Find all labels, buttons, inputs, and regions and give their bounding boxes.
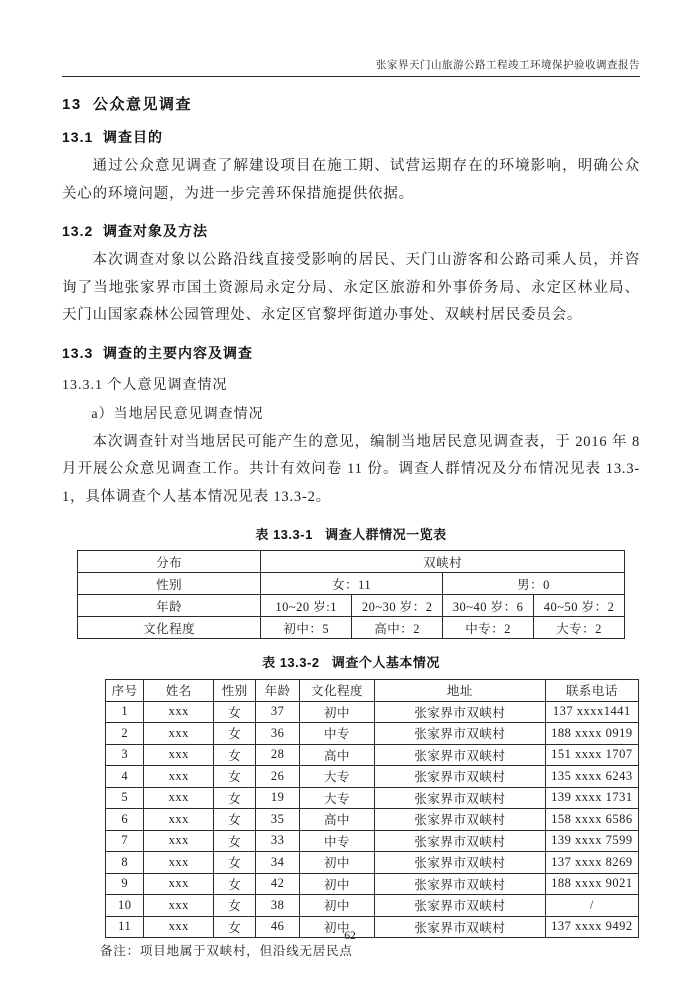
table-cell: 7 [106, 830, 144, 852]
table-cell: 38 [256, 895, 300, 917]
column-header-cell: 联系电话 [545, 680, 638, 702]
table-cell: 初中 [299, 852, 374, 874]
table-cell: xxx [144, 787, 214, 809]
table-cell: 中专 [299, 723, 374, 745]
table-cell: 8 [106, 852, 144, 874]
table-cell: xxx [144, 916, 214, 938]
table-cell: 张家界市双峡村 [375, 852, 546, 874]
table-row [106, 873, 639, 895]
table-cell: 女 [214, 787, 256, 809]
paragraph-survey-targets: 本次调查对象以公路沿线直接受影响的居民、天门山游客和公路司乘人员，并咨询了当地张家界市国土资源局永定分局、永定区旅游和外事侨务局、永定区林业局、天门山国家森林公园管理处、永定区官黎坪街道办事处、双峡村居民委员会。 [62, 252, 640, 323]
table-cell: 46 [256, 916, 300, 938]
table-cell: 151 xxxx 1707 [545, 744, 638, 766]
table-cell: xxx [144, 701, 214, 723]
table-cell: 137 xxxx 9492 [545, 916, 638, 938]
table-cell: 初中 [299, 873, 374, 895]
table-cell: 4 [106, 766, 144, 788]
section-heading-13-1: 13.1 调查目的 [62, 129, 164, 145]
table-cell: 33 [256, 830, 300, 852]
table-row [106, 744, 639, 766]
table-row [78, 573, 625, 595]
table-cell: 135 xxxx 6243 [545, 766, 638, 788]
paragraph-survey-purpose: 通过公众意见调查了解建设项目在施工期、试营运期存在的环境影响，明确公众关心的环境问题，为进一步完善环保措施提供依据。 [62, 158, 640, 202]
table-cell: 女 [214, 873, 256, 895]
page-number: 62 [344, 930, 356, 942]
table-cell: 高中 [299, 809, 374, 831]
table-cell: 女 [214, 744, 256, 766]
table-row [106, 852, 639, 874]
table-cell: 188 xxxx 0919 [545, 723, 638, 745]
table-cell: 高中 [299, 744, 374, 766]
section-heading-13-3-1: 13.3.1 个人意见调查情况 [62, 377, 228, 393]
section-heading-13-3: 13.3 调查的主要内容及调查 [62, 344, 254, 361]
table-cell: 女 [214, 830, 256, 852]
table-cell: xxx [144, 723, 214, 745]
table-cell: 188 xxxx 9021 [545, 873, 638, 895]
table-cell: 26 [256, 766, 300, 788]
table-cell: 37 [256, 701, 300, 723]
table-cell: 女：11 [261, 573, 443, 595]
table-cell: 139 xxxx 7599 [545, 830, 638, 852]
table-cell: 张家界市双峡村 [375, 744, 546, 766]
table-cell: 30~40 岁：6 [443, 595, 534, 617]
table-cell: 137 xxxx 8269 [545, 852, 638, 874]
table-cell: 158 xxxx 6586 [545, 809, 638, 831]
table2-note: 备注：项目地属于双峡村，但沿线无居民点 [100, 944, 353, 958]
table-cell: 初中 [299, 701, 374, 723]
table-row [106, 809, 639, 831]
table-cell: / [545, 895, 638, 917]
table-cell: 大专 [299, 766, 374, 788]
table-cell: 女 [214, 916, 256, 938]
table-cell: 6 [106, 809, 144, 831]
table-cell: xxx [144, 809, 214, 831]
survey-population-table [77, 550, 625, 639]
column-header-cell: 姓名 [144, 680, 214, 702]
row-label-cell: 文化程度 [78, 617, 261, 639]
table-row [106, 830, 639, 852]
table-cell: 初中 [299, 895, 374, 917]
table-cell: 张家界市双峡村 [375, 701, 546, 723]
column-header-cell: 地址 [375, 680, 546, 702]
paragraph-survey-details: 本次调查针对当地居民可能产生的意见，编制当地居民意见调查表，于 2016 年 8 月开展公众意见调查工作。共计有效问卷 11 份。调查人群情况及分布情况见表 13.3-1，具体调查个人基本情况见表 13.3-2。 [62, 433, 640, 505]
table-cell: xxx [144, 895, 214, 917]
respondents-table-head [106, 680, 639, 702]
table-row [106, 766, 639, 788]
table-cell: 3 [106, 744, 144, 766]
respondents-table-body [106, 701, 639, 938]
table-cell: 35 [256, 809, 300, 831]
table-cell: 40~50 岁：2 [534, 595, 625, 617]
section-heading-13: 13 公众意见调查 [62, 96, 193, 113]
page-header-title: 张家界天门山旅游公路工程竣工环境保护验收调查报告 [376, 60, 640, 71]
table-cell: 9 [106, 873, 144, 895]
table-cell: 28 [256, 744, 300, 766]
table-cell: 34 [256, 852, 300, 874]
row-label-cell: 年龄 [78, 595, 261, 617]
table-cell: 张家界市双峡村 [375, 809, 546, 831]
column-header-cell: 文化程度 [299, 680, 374, 702]
table-row [106, 895, 639, 917]
row-label-cell: 性别 [78, 573, 261, 595]
column-header-cell: 性别 [214, 680, 256, 702]
table-cell: 42 [256, 873, 300, 895]
table-cell: 女 [214, 809, 256, 831]
table-cell: 19 [256, 787, 300, 809]
table-cell: 20~30 岁：2 [352, 595, 443, 617]
table-cell: 女 [214, 852, 256, 874]
table-cell: 张家界市双峡村 [375, 787, 546, 809]
column-header-cell: 年龄 [256, 680, 300, 702]
table-cell: 女 [214, 895, 256, 917]
table-cell: 137 xxxx1441 [545, 701, 638, 723]
table-cell: 张家界市双峡村 [375, 873, 546, 895]
respondents-table [105, 679, 639, 938]
table-cell: 139 xxxx 1731 [545, 787, 638, 809]
table-cell: 双峡村 [261, 551, 625, 573]
table-cell: 中专 [299, 830, 374, 852]
row-label-cell: 分布 [78, 551, 261, 573]
table-cell: 张家界市双峡村 [375, 895, 546, 917]
column-header-cell: 序号 [106, 680, 144, 702]
table-cell: 大专：2 [534, 617, 625, 639]
table-cell: xxx [144, 852, 214, 874]
table-cell: xxx [144, 873, 214, 895]
table-cell: 女 [214, 723, 256, 745]
table-row [78, 617, 625, 639]
table-cell: 男：0 [443, 573, 625, 595]
table-cell: 10 [106, 895, 144, 917]
table-row [106, 787, 639, 809]
table-cell: 初中 [299, 916, 374, 938]
table-cell: 10~20 岁:1 [261, 595, 352, 617]
table2-caption: 表 13.3-2 调查个人基本情况 [262, 655, 440, 670]
section-heading-13-2: 13.2 调查对象及方法 [62, 223, 209, 239]
table-cell: 2 [106, 723, 144, 745]
page-content [0, 57, 700, 959]
table-row [106, 701, 639, 723]
table-cell: 张家界市双峡村 [375, 766, 546, 788]
table-cell: 11 [106, 916, 144, 938]
table-cell: xxx [144, 766, 214, 788]
table-cell: 1 [106, 701, 144, 723]
table-cell: 初中：5 [261, 617, 352, 639]
table-cell: xxx [144, 744, 214, 766]
table1-caption: 表 13.3-1 调查人群情况一览表 [255, 527, 447, 542]
table-row [106, 723, 639, 745]
list-item-a-heading: a）当地居民意见调查情况 [91, 406, 264, 422]
table-cell: 女 [214, 701, 256, 723]
table-cell: 张家界市双峡村 [375, 723, 546, 745]
table-header-row [106, 680, 639, 702]
survey-population-table-body [78, 551, 625, 639]
table-cell: 中专：2 [443, 617, 534, 639]
page-header [62, 57, 640, 77]
table-cell: 女 [214, 766, 256, 788]
table-cell: 高中：2 [352, 617, 443, 639]
table-cell: 张家界市双峡村 [375, 916, 546, 938]
table-cell: 大专 [299, 787, 374, 809]
table-row [78, 551, 625, 573]
table-cell: 5 [106, 787, 144, 809]
table-cell: 36 [256, 723, 300, 745]
table-row [78, 595, 625, 617]
table-cell: 张家界市双峡村 [375, 830, 546, 852]
table-cell: xxx [144, 830, 214, 852]
